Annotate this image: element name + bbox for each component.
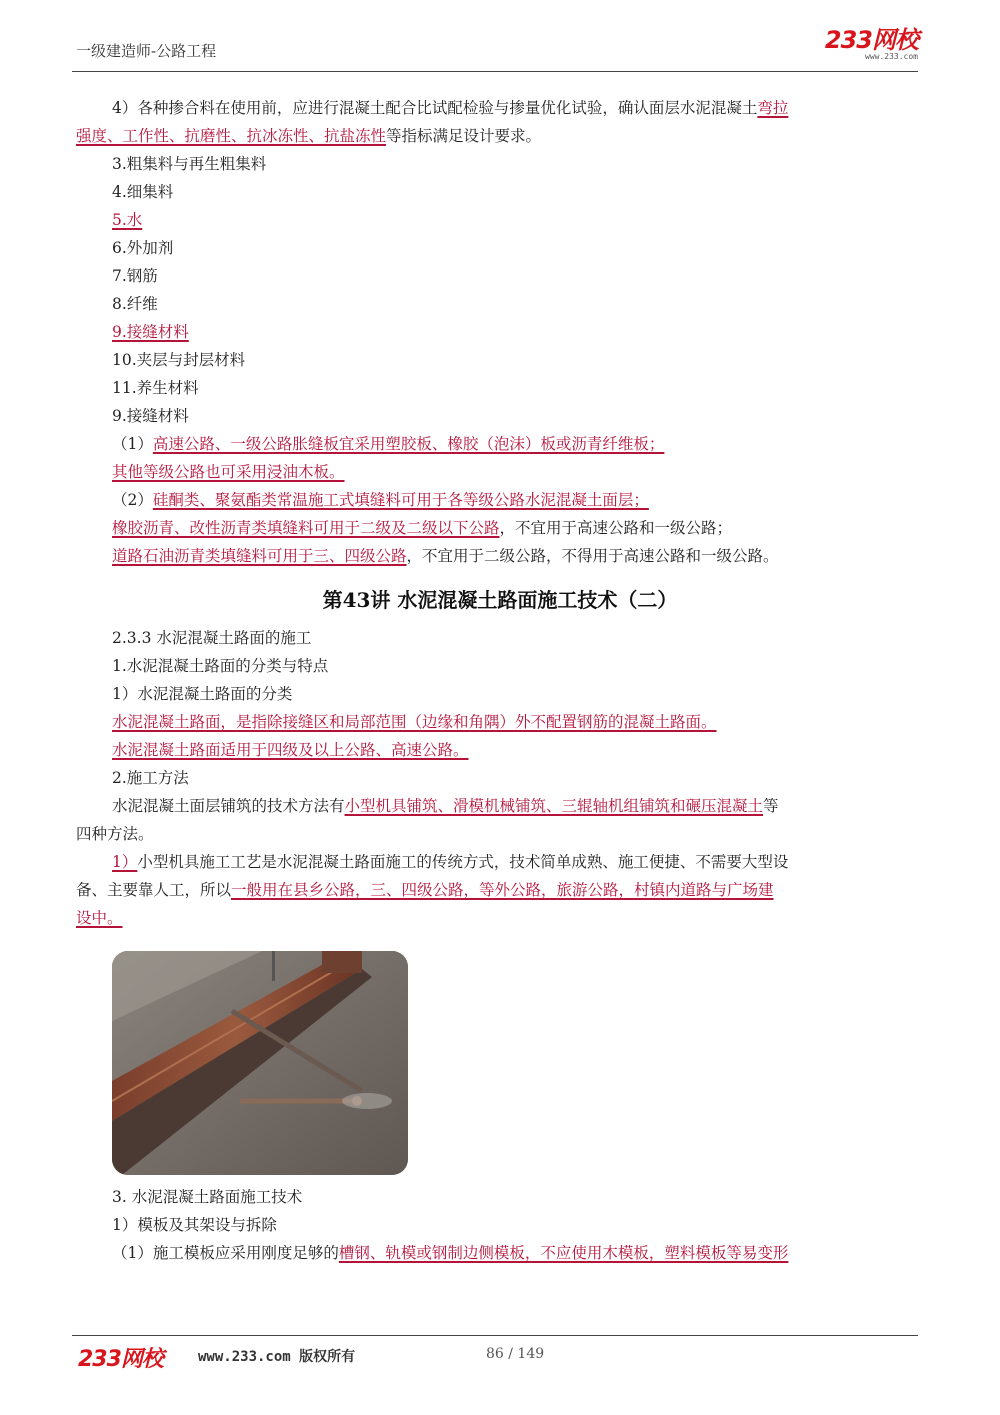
list-item: 8.纤维 (112, 295, 158, 313)
formwork-photo (112, 951, 408, 1175)
highlight-run: 小型机具铺筑、滑模机械铺筑、三辊轴机组铺筑和碾压混凝土 (344, 797, 764, 815)
highlight-run: 水泥混凝土路面，是指除接缝区和局部范围（边缘和角隅）外不配置钢筋的混凝土路面。 (112, 713, 717, 731)
list-item: 7.钢筋 (112, 267, 158, 285)
logo-text: 233网校 (824, 26, 918, 54)
text-run: （2） (112, 491, 153, 509)
joint-item-2-cont (76, 514, 924, 542)
paragraph-methods-cont: 四种方法。 (76, 825, 154, 843)
text-run: （1） (112, 435, 153, 453)
subsection-title: 1.水泥混凝土路面的分类与特点 (112, 657, 329, 675)
highlight-run: 道路石油沥青类填缝料可用于三、四级公路 (112, 547, 407, 565)
list-item: 9.接缝材料 (112, 407, 189, 425)
footer-copyright: www.233.com 版权所有 (198, 1349, 356, 1365)
subsection-title: 3. 水泥混凝土路面施工技术 (112, 1188, 303, 1206)
brand-logo (825, 28, 918, 61)
text-run: 等 (763, 797, 779, 815)
list-item: 6.外加剂 (112, 239, 174, 257)
formwork-line (76, 1239, 924, 1267)
highlight-run: 橡胶沥青、改性沥青类填缝料可用于二级及二级以下公路 (112, 519, 500, 537)
highlight-run: 硅酮类、聚氨酯类常温施工式填缝料可用于各等级公路水泥混凝土面层； (152, 491, 649, 509)
highlight-run: 一般用在县乡公路，三、四级公路，等外公路，旅游公路，村镇内道路与广场建 (231, 881, 774, 899)
text-run: 等指标满足设计要求。 (386, 127, 542, 145)
highlight-run: 槽钢、轨模或钢制边侧模板，不应使用木模板，塑料模板等易变形 (338, 1244, 789, 1262)
highlight-run: 其他等级公路也可采用浸油木板。 (112, 463, 345, 481)
joint-item-2-cont (76, 542, 924, 570)
highlight-run: 1） (112, 853, 138, 871)
joint-item-1-cont (76, 458, 924, 486)
list-item: 4.细集料 (112, 183, 174, 201)
paragraph-admixture (76, 94, 924, 122)
list-item: 10.夹层与封层材料 (112, 351, 246, 369)
subsection-title: 1）水泥混凝土路面的分类 (112, 685, 293, 703)
text-run: 水泥混凝土面层铺筑的技术方法有 (112, 797, 345, 815)
section-heading: 第43讲 水泥混凝土路面施工技术（二） (322, 588, 678, 612)
highlight-run: 弯拉 (757, 99, 789, 117)
paragraph-small-machine-end (76, 904, 924, 932)
highlight-run: 高速公路、一级公路胀缝板宜采用塑胶板、橡胶（泡沫）板或沥青纤维板； (152, 435, 665, 453)
highlight-run: 设中。 (76, 909, 123, 927)
highlight-run: 水泥混凝土路面适用于四级及以上公路、高速公路。 (112, 741, 469, 759)
section-number: 2.3.3 水泥混凝土路面的施工 (112, 629, 312, 647)
text-run: 4）各种掺合料在使用前，应进行混凝土配合比试配检验与掺量优化试验，确认面层水泥混凝土 (112, 99, 758, 117)
text-run: 小型机具施工工艺是水泥混凝土路面施工的传统方式，技术简单成熟、施工便捷、不需要大型设 (137, 853, 789, 871)
text-run: ，不宜用于二级公路，不得用于高速公路和一级公路。 (406, 547, 779, 565)
highlight-run: 强度、工作性、抗磨性、抗冰冻性、抗盐冻性 (76, 127, 387, 145)
document-header-title: 一级建造师-公路工程 (76, 42, 217, 60)
joint-item-2 (76, 486, 924, 514)
text-run: ，不宜用于高速公路和一级公路； (499, 519, 733, 537)
page-number: 86 / 149 (486, 1346, 545, 1362)
header-rule (72, 71, 918, 72)
highlight-run: 5.水 (112, 211, 143, 229)
list-item: 11.养生材料 (112, 379, 199, 397)
definition-line (76, 708, 924, 736)
list-item: 3.粗集料与再生粗集料 (112, 155, 267, 173)
paragraph-admixture-cont (76, 122, 924, 150)
definition-line (76, 736, 924, 764)
footer-rule (72, 1335, 918, 1336)
page-content (76, 94, 924, 932)
list-item (76, 318, 924, 346)
paragraph-methods (76, 792, 924, 820)
paragraph-small-machine-cont (76, 876, 924, 904)
logo-url: www.233.com (865, 52, 918, 61)
highlight-run: 9.接缝材料 (112, 323, 189, 341)
subsection-title: 1）模板及其架设与拆除 (112, 1216, 277, 1234)
page-content-lower (76, 1183, 924, 1267)
list-item (76, 206, 924, 234)
joint-item-1 (76, 430, 924, 458)
text-run: （1）施工模板应采用刚度足够的 (112, 1244, 339, 1262)
photo-illustration (112, 951, 408, 1175)
text-run: 备、主要靠人工，所以 (76, 881, 232, 899)
footer-logo: 233网校 (78, 1347, 163, 1372)
subsection-title: 2.施工方法 (112, 769, 189, 787)
paragraph-small-machine (76, 848, 924, 876)
